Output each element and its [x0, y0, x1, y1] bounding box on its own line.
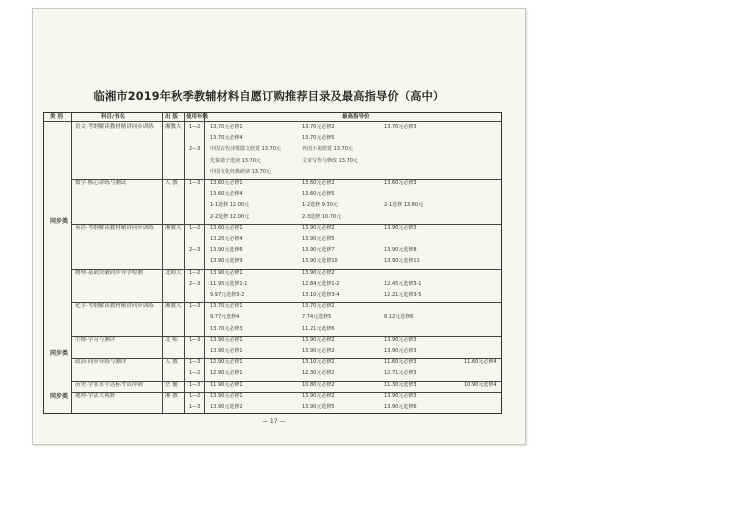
row-price: 13.60元必修1 — [210, 224, 243, 231]
row-price: 11.60元必修3 — [384, 359, 417, 366]
row-price: 13.70元必修3 — [210, 325, 243, 332]
row-price: 9.77元选修4 — [210, 314, 240, 321]
row-subject: 数学·核心讲练与测试 — [75, 180, 127, 186]
row-subject: 生物·学习与测评 — [75, 336, 116, 343]
row-price: 13.90元必修3 — [384, 348, 417, 354]
row-divider — [71, 392, 501, 393]
row-grade: 1—3 — [189, 381, 201, 388]
row-publisher: 湘 教 — [165, 392, 178, 399]
row-divider — [71, 381, 501, 382]
row-price: 外国小说欣赏 13.70元 — [302, 146, 353, 153]
row-publisher: 湘教大 — [165, 224, 182, 231]
row-price: 8.12元选修6 — [384, 314, 414, 321]
row-price: 13.60元必修2 — [302, 180, 335, 186]
row-price: 13.90元必修1 — [210, 269, 243, 276]
page-number: — 17 — — [262, 418, 286, 425]
row-subject: 地理·学法大视野 — [75, 392, 116, 399]
row-price: 13.90元选修11 — [384, 258, 420, 265]
header-category: 类 别 — [50, 114, 63, 120]
row-divider — [71, 336, 501, 337]
header-publisher: 出 版 — [165, 114, 178, 120]
row-grade: 1—2 — [189, 269, 201, 276]
row-price: 13.90元必修5 — [302, 236, 335, 242]
column-divider — [71, 113, 72, 413]
row-divider — [71, 179, 501, 180]
row-price: 12.30元必修2 — [302, 370, 335, 377]
row-price: 12.90元必修1 — [210, 359, 243, 366]
row-price: 13.70元必修4 — [210, 135, 243, 142]
row-price: 12.84元选修1-2 — [302, 280, 340, 287]
row-price: 13.90元选修9 — [210, 258, 243, 265]
row-divider — [71, 269, 501, 270]
header-grade: 使用年级 — [186, 114, 209, 120]
row-price: 2-2选修 12.00元 — [210, 213, 250, 220]
column-divider — [162, 113, 163, 413]
row-price: 11.60元必修4 — [464, 359, 497, 366]
row-price: 13.20元必修4 — [210, 236, 243, 242]
row-price: 13.60元必修1 — [210, 180, 243, 186]
row-price: 9.97元选修3-2 — [210, 292, 245, 298]
row-price: 13.90元必修2 — [302, 269, 335, 276]
row-price: 中国文化经典研读 13.70元 — [210, 168, 271, 175]
row-price: 13.90元必修1 — [210, 392, 243, 399]
row-grade: 1—2 — [189, 124, 201, 130]
row-grade: 1—2 — [189, 224, 201, 231]
row-price: 13.70元必修2 — [302, 303, 335, 310]
row-price: 1-2选修 9.30元 — [302, 202, 338, 209]
page-title: 临湘市2019年秋季教辅材料自愿订购推荐目录及最高指导价（高中） — [93, 90, 445, 103]
row-price: 文章写作与修改 13.70元 — [302, 157, 358, 164]
row-price: 11.95元选修1-1 — [210, 280, 248, 287]
row-subject: 政治·同步导练与测评 — [75, 359, 127, 366]
row-price: 11.90元必修1 — [210, 381, 243, 388]
category-label: 同步类 — [50, 218, 69, 225]
row-price: 13.70元必修3 — [384, 124, 417, 130]
row-price: 13.90元选修6 — [384, 404, 417, 410]
row-price: 13.90元必修1 — [210, 348, 243, 354]
row-price: 13.60元必修3 — [384, 180, 417, 186]
header-subject: 科目/书名 — [101, 114, 126, 120]
row-price: 1-1选修 12.00元 — [210, 202, 250, 209]
row-publisher: 北师大 — [165, 269, 182, 276]
row-grade: 1—3 — [189, 180, 201, 186]
row-subject: 物理·基础突破同步导学检测 — [75, 269, 143, 276]
header-price: 最高指导价 — [342, 114, 370, 120]
row-price: 13.70元必修1 — [210, 303, 243, 310]
row-subject: 英语·考纲解读教材精讲同步训练 — [75, 224, 154, 231]
row-grade: 1—3 — [189, 359, 201, 366]
header-divider — [44, 121, 501, 122]
row-publisher: 湘教大 — [165, 124, 182, 130]
row-price: 13.70元必修5 — [302, 135, 335, 142]
category-label: 同步类 — [50, 393, 69, 400]
row-price: 13.90元选修8 — [384, 247, 417, 254]
row-grade: 2—3 — [189, 280, 201, 287]
row-price: 13.90元必修3 — [384, 392, 417, 399]
row-grade: 2—3 — [189, 146, 201, 153]
row-divider — [71, 224, 501, 225]
row-publisher: 岳 麓 — [165, 381, 178, 388]
category-label: 同步类 — [50, 350, 69, 357]
row-price: 11.21元选修6 — [302, 325, 335, 332]
row-price: 13.10元必修2 — [302, 359, 335, 366]
row-price: 10.90元选修4 — [464, 381, 497, 388]
row-price: 13.70元必修1 — [210, 124, 243, 130]
row-price: 12.21元选修3-5 — [384, 292, 422, 298]
row-grade: 1—3 — [189, 303, 201, 310]
row-price: 13.10元选修3-4 — [302, 292, 340, 298]
row-price: 2-3选修 10.70元 — [302, 213, 342, 220]
row-subject: 化学·考纲解读教材精讲同步训练 — [75, 303, 154, 310]
row-divider — [71, 302, 501, 303]
row-grade: 1—2 — [189, 370, 201, 377]
row-price: 12.45元选修3-1 — [384, 280, 422, 287]
row-price: 13.90元选修7 — [302, 247, 335, 254]
row-price: 10.80元必修2 — [302, 381, 335, 388]
column-divider — [184, 113, 185, 413]
row-price: 12.71元必修3 — [384, 370, 417, 377]
row-price: 13.90元必修2 — [302, 392, 335, 399]
row-publisher: 湘教大 — [165, 303, 182, 310]
row-price: 13.90元必修2 — [302, 224, 335, 231]
row-price: 13.90元必修3 — [384, 224, 417, 231]
price-table — [43, 112, 502, 414]
row-grade: 1—2 — [189, 392, 201, 399]
row-grade: 1—3 — [189, 404, 201, 410]
row-grade: 2—3 — [189, 247, 201, 254]
row-price: 2-1选修 13.60元 — [384, 202, 424, 209]
row-subject: 历史·学业水平达标考试冲刺 — [75, 381, 143, 388]
column-divider — [204, 113, 205, 413]
row-price: 13.90元必修3 — [384, 336, 417, 343]
row-price: 13.90元必修1 — [210, 336, 243, 343]
row-price: 13.70元必修2 — [302, 124, 335, 130]
row-publisher: 人 教 — [165, 180, 178, 186]
row-grade: 1—3 — [189, 336, 201, 343]
row-publisher: 人 教 — [165, 359, 178, 366]
row-price: 13.90元选修6 — [210, 247, 243, 254]
row-price: 7.74元选修5 — [302, 314, 332, 321]
row-price: 13.60元必修5 — [302, 191, 335, 198]
row-price: 13.90元必修2 — [302, 336, 335, 343]
row-publisher: 北 师 — [165, 336, 178, 343]
row-price: 13.90元选修2 — [210, 404, 243, 410]
row-divider — [71, 358, 501, 359]
row-price: 11.30元选修3 — [384, 381, 417, 388]
row-price: 12.90元必修1 — [210, 370, 243, 377]
row-price: 中国古代诗歌散文欣赏 13.70元 — [210, 146, 281, 153]
row-price: 先秦诸子选读 13.70元 — [210, 157, 261, 164]
row-price: 13.90元选修5 — [302, 404, 335, 410]
row-price: 13.90元选修10 — [302, 258, 338, 265]
row-subject: 语文·考纲解读教材精讲同步训练 — [75, 124, 154, 130]
row-price: 13.60元必修4 — [210, 191, 243, 198]
row-price: 13.90元必修2 — [302, 348, 335, 354]
